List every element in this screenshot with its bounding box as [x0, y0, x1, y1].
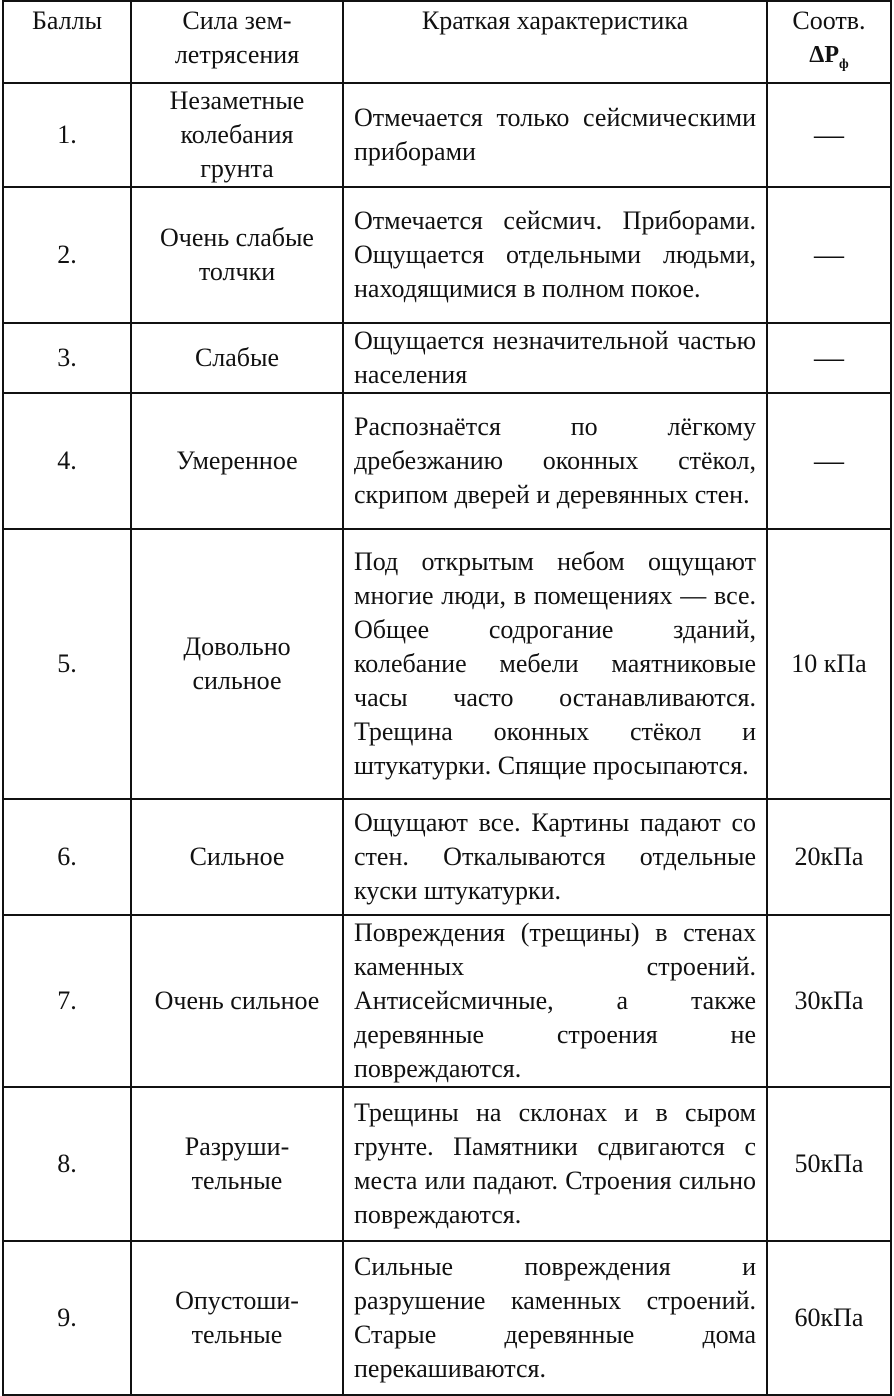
row-strength: Незаметные колебания грунта [131, 83, 343, 187]
row-points: 3. [3, 323, 131, 393]
earthquake-intensity-table [2, 0, 892, 1396]
row-strength: Довольно сильное [131, 529, 343, 799]
row-description: Под открытым небом ощущают многие люди, в помещениях — все. Общее содрогание зданий, колебание мебели маятниковые часы часто останавливаются. Трещина оконных стёкол и штукатурки. Спящие просыпаются. [343, 529, 767, 799]
header-pressure-label: Соотв. [792, 6, 866, 35]
row-points: 2. [3, 187, 131, 323]
row-pressure: 30кПа [767, 915, 891, 1087]
table-row [3, 529, 891, 799]
header-strength [131, 1, 343, 83]
header-pressure [767, 1, 891, 83]
header-strength-text: Сила зем- летрясения [174, 6, 300, 69]
table-row [3, 1087, 891, 1241]
table-row [3, 393, 891, 529]
table-row [3, 799, 891, 915]
delta-p-symbol: ΔP [809, 42, 840, 68]
row-pressure: 20кПа [767, 799, 891, 915]
row-strength: Разруши- тельные [131, 1087, 343, 1241]
table-row [3, 187, 891, 323]
row-pressure: — [767, 323, 891, 393]
row-description: Распознаётся по лёгкому дребезжанию оконных стёкол, скрипом дверей и деревянных стен. [343, 393, 767, 529]
row-pressure: — [767, 187, 891, 323]
row-strength: Очень слабые толчки [131, 187, 343, 323]
row-description: Отмечается только сейсмическими приборами [343, 83, 767, 187]
row-description: Трещины на склонах и в сыром грунте. Памятники сдвигаются с места или падают. Строения сильно повреждаются. [343, 1087, 767, 1241]
row-strength: Опустоши- тельные [131, 1241, 343, 1395]
row-strength: Слабые [131, 323, 343, 393]
row-pressure: 10 кПа [767, 529, 891, 799]
header-pressure-symbol [778, 38, 880, 82]
row-points: 9. [3, 1241, 131, 1395]
row-points: 1. [3, 83, 131, 187]
row-points: 4. [3, 393, 131, 529]
table-row [3, 83, 891, 187]
row-points: 6. [3, 799, 131, 915]
table-row [3, 323, 891, 393]
row-pressure: 50кПа [767, 1087, 891, 1241]
row-points: 5. [3, 529, 131, 799]
row-points: 7. [3, 915, 131, 1087]
header-points: Баллы [3, 1, 131, 83]
row-pressure: 60кПа [767, 1241, 891, 1395]
table-row [3, 915, 891, 1087]
row-description: Ощущается незначительной частью населения [343, 323, 767, 393]
row-description: Сильные повреждения и разрушение каменных строений. Старые деревянные дома перекашиваются. [343, 1241, 767, 1395]
table-header-row [3, 1, 891, 83]
header-description: Краткая характеристика [343, 1, 767, 83]
row-pressure: — [767, 83, 891, 187]
row-strength: Очень сильное [131, 915, 343, 1087]
delta-p-subscript: ф [839, 56, 849, 72]
row-strength: Сильное [131, 799, 343, 915]
row-description: Отмечается сейсмич. Приборами. Ощущается отдельными людьми, находящимися в полном покое. [343, 187, 767, 323]
row-description: Повреждения (трещины) в стенах каменных строений. Антисейсмичные, а также деревянные строения не повреждаются. [343, 915, 767, 1087]
row-points: 8. [3, 1087, 131, 1241]
row-description: Ощущают все. Картины падают со стен. Откалываются отдельные куски штукатурки. [343, 799, 767, 915]
row-pressure: — [767, 393, 891, 529]
row-strength: Умеренное [131, 393, 343, 529]
